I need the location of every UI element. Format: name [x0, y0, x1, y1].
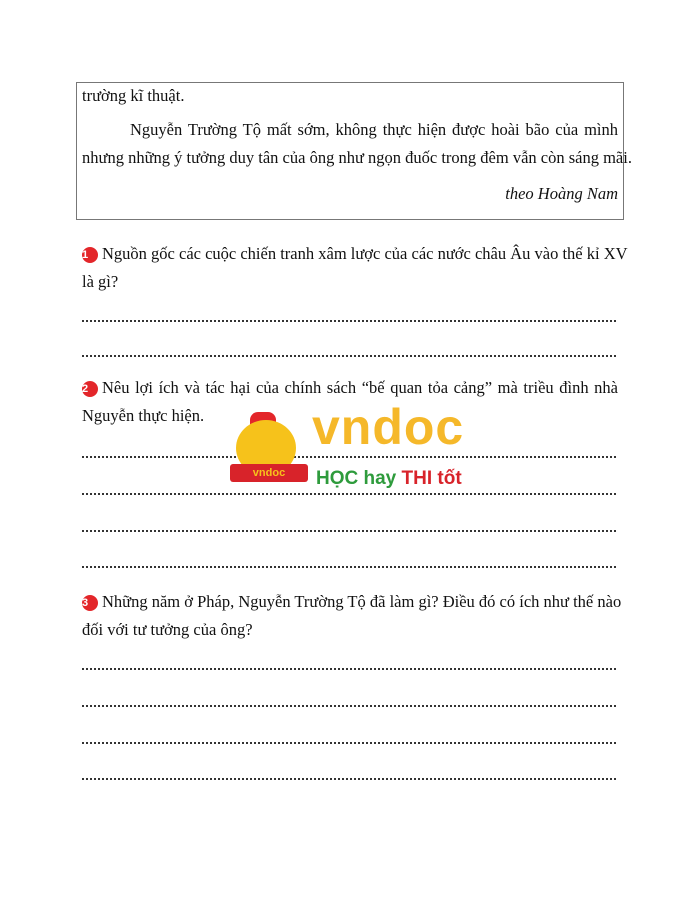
answer-line[interactable] [82, 742, 616, 744]
question-3 [82, 592, 622, 612]
question-text: Những năm ở Pháp, Nguyễn Trường Tộ đã làm gì? Điều đó có ích như thế nào [102, 592, 622, 611]
number-badge: 1 [82, 247, 98, 263]
question-text: là gì? [82, 272, 119, 291]
slogan-part: HỌC hay [316, 468, 402, 489]
number-badge: 2 [82, 381, 98, 397]
number-badge: 3 [82, 595, 98, 611]
answer-line[interactable] [82, 320, 616, 322]
slogan-part: THI tốt [401, 468, 462, 489]
answer-line[interactable] [82, 705, 616, 707]
answer-line[interactable] [82, 530, 616, 532]
question-text: Nguyễn thực hiện. [82, 406, 205, 425]
answer-line[interactable] [82, 566, 616, 568]
answer-line[interactable] [82, 668, 616, 670]
question-text: đối với tư tưởng của ông? [82, 620, 253, 639]
vndoc-watermark [230, 399, 480, 498]
answer-line[interactable] [82, 778, 616, 780]
answer-line[interactable] [82, 355, 616, 357]
slogan [316, 468, 462, 490]
ribbon-label: vndoc [230, 464, 308, 482]
passage-line: nhưng những ý tưởng duy tân của ông như ngọn đuốc trong đêm vẫn còn sáng mãi. [82, 148, 632, 167]
passage-source: theo Hoàng Nam [505, 184, 618, 203]
question-text: Nêu lợi ích và tác hại của chính sách “bế quan tỏa cảng” mà triều đình nhà [102, 378, 618, 397]
passage-line: trường kĩ thuật. [82, 86, 185, 105]
brand-name: vndoc [312, 399, 465, 455]
question-text: Nguồn gốc các cuộc chiến tranh xâm lược của các nước châu Âu vào thế kỉ XV [102, 244, 628, 263]
question-2 [82, 378, 618, 398]
question-1 [82, 244, 628, 264]
passage-line: Nguyễn Trường Tộ mất sớm, không thực hiện được hoài bão của mình [130, 120, 618, 139]
